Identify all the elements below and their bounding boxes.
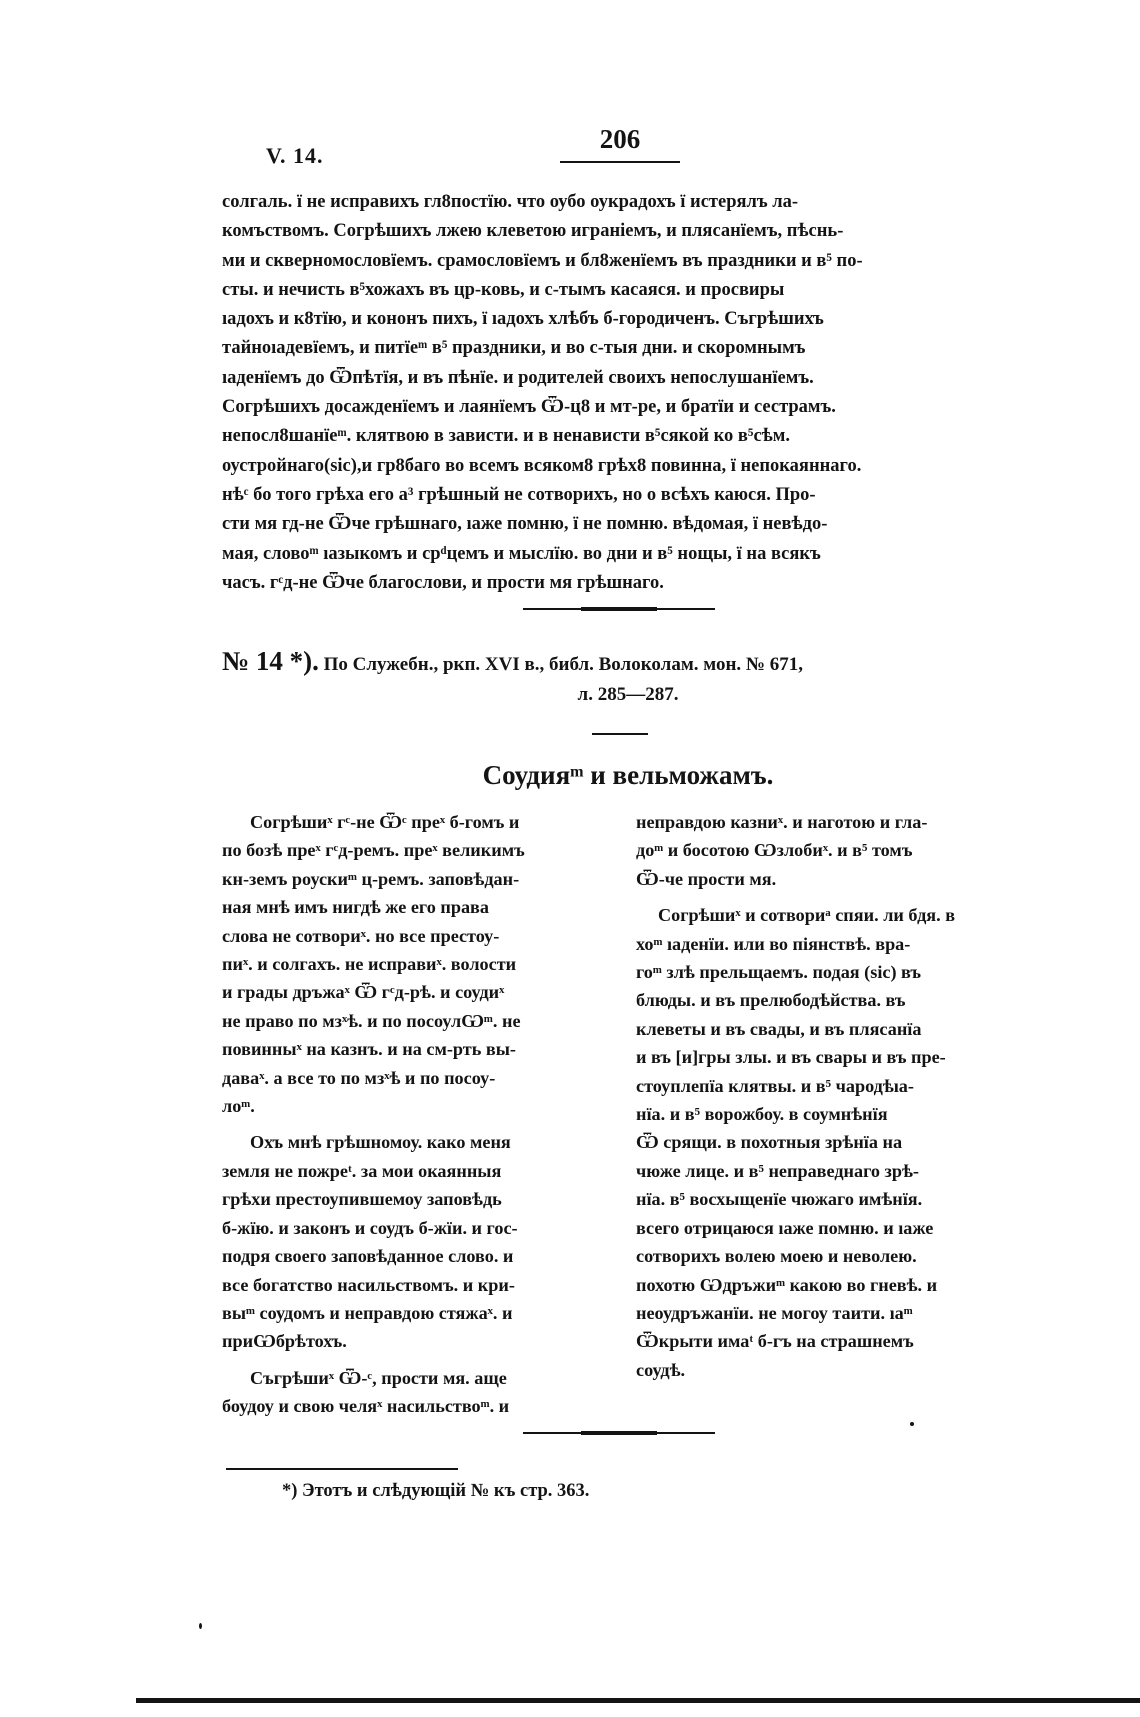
column-line: чюже лице. и в⁵ неправеднаго зрѣ-	[636, 1160, 919, 1181]
column-line: нїа. в⁵ восхыщенїе чюжаго имѣнїя.	[636, 1189, 923, 1210]
column-line: Согрѣшиˣ и сотвориᵃ спяи. ли бдя. в	[658, 905, 956, 926]
paragraph	[222, 1128, 619, 1355]
column-line: гоᵐ злѣ прельщаемъ. подая (sic) въ	[636, 962, 922, 983]
prose-line: часъ. гᶜд-не Ѿче благослови, и прости мя грѣшнаго.	[222, 572, 664, 593]
intro-prose	[222, 188, 1034, 598]
prose-line: нѣᶜ бо того грѣха его а³ грѣшный не сотворихъ, но о всѣхъ каюся. Про-	[222, 484, 816, 505]
prose-line: Согрѣшихъ досажденїемъ и лаянїемъ Ѿ-ц8 и мт-ре, и братїи и сестрамъ.	[222, 397, 836, 418]
column-line: клеветы и въ свады, и въ плясанїа	[636, 1018, 922, 1039]
column-line: Ѿкрыти имаᵗ б-гъ на страшнемъ	[636, 1331, 914, 1352]
entry-number: № 14 *).	[222, 646, 319, 676]
paragraph	[636, 901, 1033, 1384]
column-line: приѠбрѣтохъ.	[222, 1331, 347, 1352]
prose-line: мая, словоᵐ ıазыкомъ и срᵈцемъ и мыслїю. во дни и в⁵ нощы, ї на всякъ	[222, 543, 821, 564]
column-line: стоуплепїа клятвы. и в⁵ чародѣıа-	[636, 1075, 914, 1096]
prose-line: ıаденїемъ до Ѿпѣтїя, и въ пѣнїе. и родителей своихъ непослушанїемъ.	[222, 367, 814, 388]
column-line: ная мнѣ имъ нигдѣ же его права	[222, 897, 489, 918]
column-line: пиˣ. и солгахъ. не исправиˣ. волости	[222, 954, 517, 975]
column-line: б-жїю. и законъ и соудъ б-жїи. и гос-	[222, 1217, 518, 1238]
prose-line: ıадохъ и к8тїю, и кононъ пихъ, ї ıадохъ хлѣбъ б-городиченъ. Съгрѣшихъ	[222, 309, 824, 330]
column-line: Охъ мнѣ грѣшномоу. како меня	[250, 1132, 511, 1153]
column-line: все богатство насильствомъ. и кри-	[222, 1274, 515, 1295]
column-line: блюды. и въ прелюбодѣйства. въ	[636, 990, 906, 1011]
section-divider	[523, 608, 715, 610]
title-divider	[592, 733, 648, 735]
column-line: по бозѣ преˣ гᶜд-ремъ. преˣ великимъ	[222, 840, 525, 861]
paragraph	[222, 808, 619, 1120]
column-line: неоудръжанїи. не могоу таити. ıаᵐ	[636, 1302, 913, 1323]
prose-line: оустройнаго(sic),и гр8баго во всемъ всяком8 грѣх8 повинна, ї непокаяннаго.	[222, 455, 862, 476]
column-line: и въ [и]гры злы. и въ свары и въ пре-	[636, 1047, 946, 1068]
prose-line: солгаль. ї не исправихъ гл8постїю. что оубо оукрадохъ ї истерялъ ла-	[222, 192, 799, 212]
running-head-section: V. 14.	[266, 143, 324, 168]
ink-speck	[199, 1623, 202, 1629]
entry-source-line2: л. 285—287.	[577, 684, 679, 705]
column-line: слова не сотвориˣ. но все престоу-	[222, 925, 500, 946]
column-line: боудоу и свою челяˣ насильствоᵐ. и	[222, 1396, 510, 1417]
entry-source-line1: По Служебн., ркп. XVI в., библ. Волоколам. мон. № 671,	[323, 654, 803, 675]
column-line: неправдою казниˣ. и наготою и гла-	[636, 812, 928, 832]
section-title: Соудияᵐ и вельможамъ.	[482, 760, 774, 790]
divider-center-bar	[581, 1431, 657, 1435]
manuscript-entry	[222, 646, 1034, 710]
column-line: подря своего заповѣданное слово. и	[222, 1246, 514, 1267]
page-number: 206	[599, 124, 641, 154]
column-line: и грады дръжаˣ Ѿ гᶜд-рѣ. и соудиˣ	[222, 982, 505, 1003]
column-line: Согрѣшиˣ гᶜ-не Ѿᶜ преˣ б-гомъ и	[250, 812, 520, 832]
column-line: нїа. и в⁵ ворожбоу. в соумнѣнїя	[636, 1104, 888, 1125]
paragraph	[636, 808, 1033, 893]
column-line: земля не пожреᵗ. за мои окаянныя	[222, 1160, 502, 1181]
column-line: хоᵐ ıаденїи. или во піянствѣ. вра-	[636, 933, 911, 954]
column-line: Ѿ срящи. в похотныя зрѣнїа на	[636, 1132, 903, 1153]
prose-line: тайноıадевїемъ, и питїеᵐ в⁵ праздники, и во с-тыя дни. и скоромнымъ	[222, 338, 806, 359]
column-line: выᵐ соудомъ и неправдою стяжаˣ. и	[222, 1302, 513, 1323]
footnote-rule	[226, 1468, 458, 1470]
page-number-underline	[560, 161, 680, 163]
column-line: Съгрѣшиˣ Ѿ-ᶜ, прости мя. аще	[250, 1367, 507, 1388]
column-line: не право по мзˣѣ. и по посоулѠᵐ. не	[222, 1010, 521, 1031]
left-column	[222, 808, 619, 1429]
column-line: лоᵐ.	[222, 1096, 255, 1117]
column-line: кн-земъ роускиᵐ ц-ремъ. заповѣдан-	[222, 868, 520, 889]
column-line: сотворихъ волею моею и неволею.	[636, 1246, 917, 1267]
footnote: *) Этотъ и слѣдующій № къ стр. 363.	[282, 1481, 590, 1501]
prose-line: непосл8шанїеᵐ. клятвою в зависти. и в ненависти в⁵сякой ко в⁵сѣм.	[222, 426, 790, 447]
column-line: повинныˣ на казнъ. и на см-рть вы-	[222, 1039, 516, 1060]
divider-center-bar	[581, 607, 657, 611]
prose-line: сты. и нечисть в⁵хожахъ въ цр-ковь, и с-тымъ касаяся. и просвиры	[222, 279, 785, 300]
prose-line: комъствомъ. Согрѣшихъ лжею клеветою играніемъ, и плясанїемъ, пѣснь-	[222, 221, 844, 242]
column-line: соудѣ.	[636, 1359, 686, 1380]
paragraph	[222, 1364, 619, 1421]
column-line: грѣхи престоупившемоу заповѣдь	[222, 1189, 502, 1210]
column-line: всего отрицаюся ıаже помню. и ıаже	[636, 1217, 934, 1238]
right-column	[636, 808, 1033, 1392]
scan-edge-line	[136, 1698, 1140, 1703]
column-line: даваˣ. а все то по мзˣѣ и по посоу-	[222, 1067, 496, 1088]
column-line: доᵐ и босотою Ѡзлобиˣ. и в⁵ томъ	[636, 840, 913, 861]
column-line: похотю Ѡдръжиᵐ какою во гневѣ. и	[636, 1274, 938, 1295]
end-divider	[523, 1432, 715, 1434]
ink-speck	[910, 1422, 914, 1426]
prose-line: сти мя гд-не Ѿче грѣшнаго, ıаже помню, ї не помню. вѣдомая, ї невѣдо-	[222, 514, 828, 535]
column-line: Ѿ-че прости мя.	[636, 868, 777, 889]
prose-line: ми и скверномословїемъ. срамословїемъ и бл8женїемъ въ праздники и в⁵ по-	[222, 250, 863, 271]
